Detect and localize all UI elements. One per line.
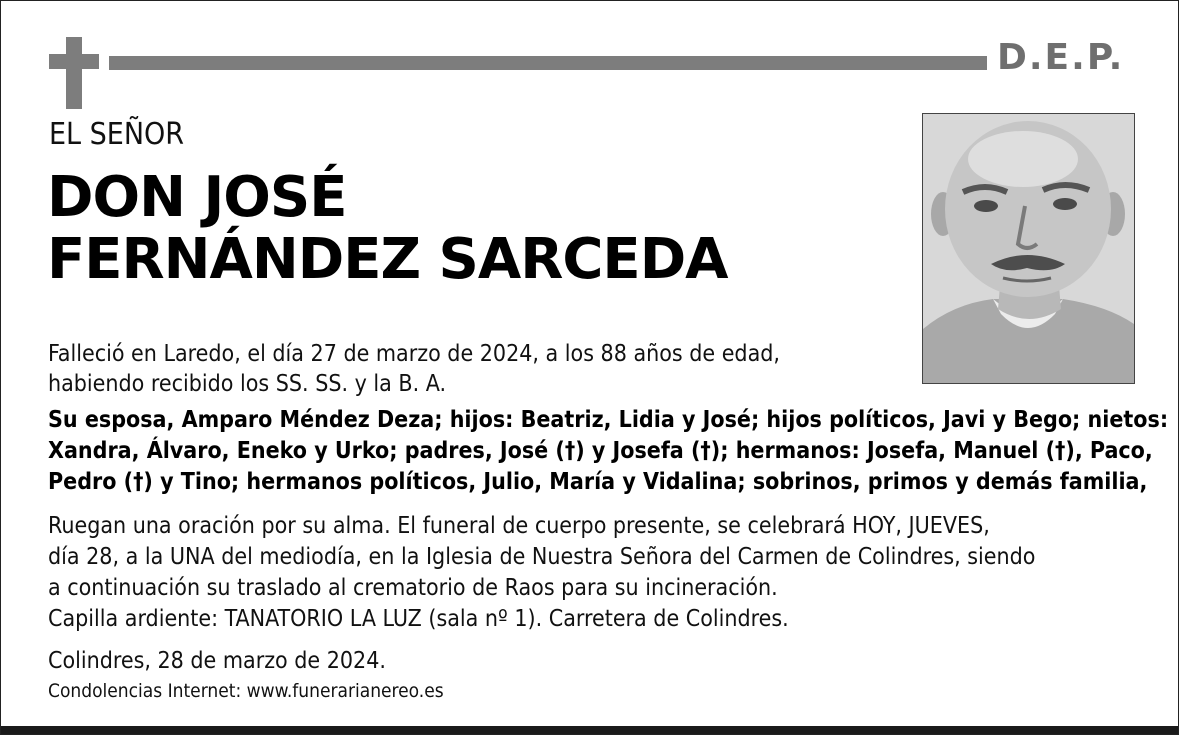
family-line-1: Su esposa, Amparo Méndez Deza; hijos: Beatriz, Lidia y José; hijos políticos, Javi y Bego; nietos:	[48, 407, 1169, 433]
place-date: Colindres, 28 de marzo de 2024.	[48, 648, 386, 674]
cross-icon	[49, 37, 99, 109]
funeral-line-1: Ruegan una oración por su alma. El funeral de cuerpo presente, se celebrará HOY, JUEVES,	[48, 513, 990, 539]
chapel-line: Capilla ardiente: TANATORIO LA LUZ (sala nº 1). Carretera de Colindres.	[48, 606, 789, 632]
name-line-2: FERNÁNDEZ SARCEDA	[47, 227, 728, 292]
deceased-name	[47, 167, 728, 291]
title-prefix: EL SEÑOR	[49, 117, 185, 152]
family-line-2: Xandra, Álvaro, Eneko y Urko; padres, José (†) y Josefa (†); hermanos: Josefa, Manuel (†), Paco,	[48, 438, 1153, 464]
dep-label: D.E.P.	[997, 37, 1125, 78]
header-rule	[109, 56, 987, 70]
family-line-3: Pedro (†) y Tino; hermanos políticos, Julio, María y Vidalina; sobrinos, primos y demás familia,	[48, 469, 1148, 495]
family-list	[48, 405, 1168, 498]
funeral-line-2: día 28, a la UNA del mediodía, en la Iglesia de Nuestra Señora del Carmen de Colindres, siendo	[48, 544, 1036, 570]
death-notice-line-1: Falleció en Laredo, el día 27 de marzo de 2024, a los 88 años de edad,	[48, 341, 780, 367]
death-notice-line-2: habiendo recibido los SS. SS. y la B. A.	[48, 371, 447, 397]
bottom-border	[1, 726, 1178, 734]
portrait-photo	[922, 113, 1135, 384]
funeral-line-3: a continuación su traslado al crematorio de Raos para su incineración.	[48, 575, 778, 601]
condolences-link[interactable]: Condolencias Internet: www.funerarianereo.es	[48, 680, 444, 702]
name-line-1: DON JOSÉ	[47, 165, 347, 230]
